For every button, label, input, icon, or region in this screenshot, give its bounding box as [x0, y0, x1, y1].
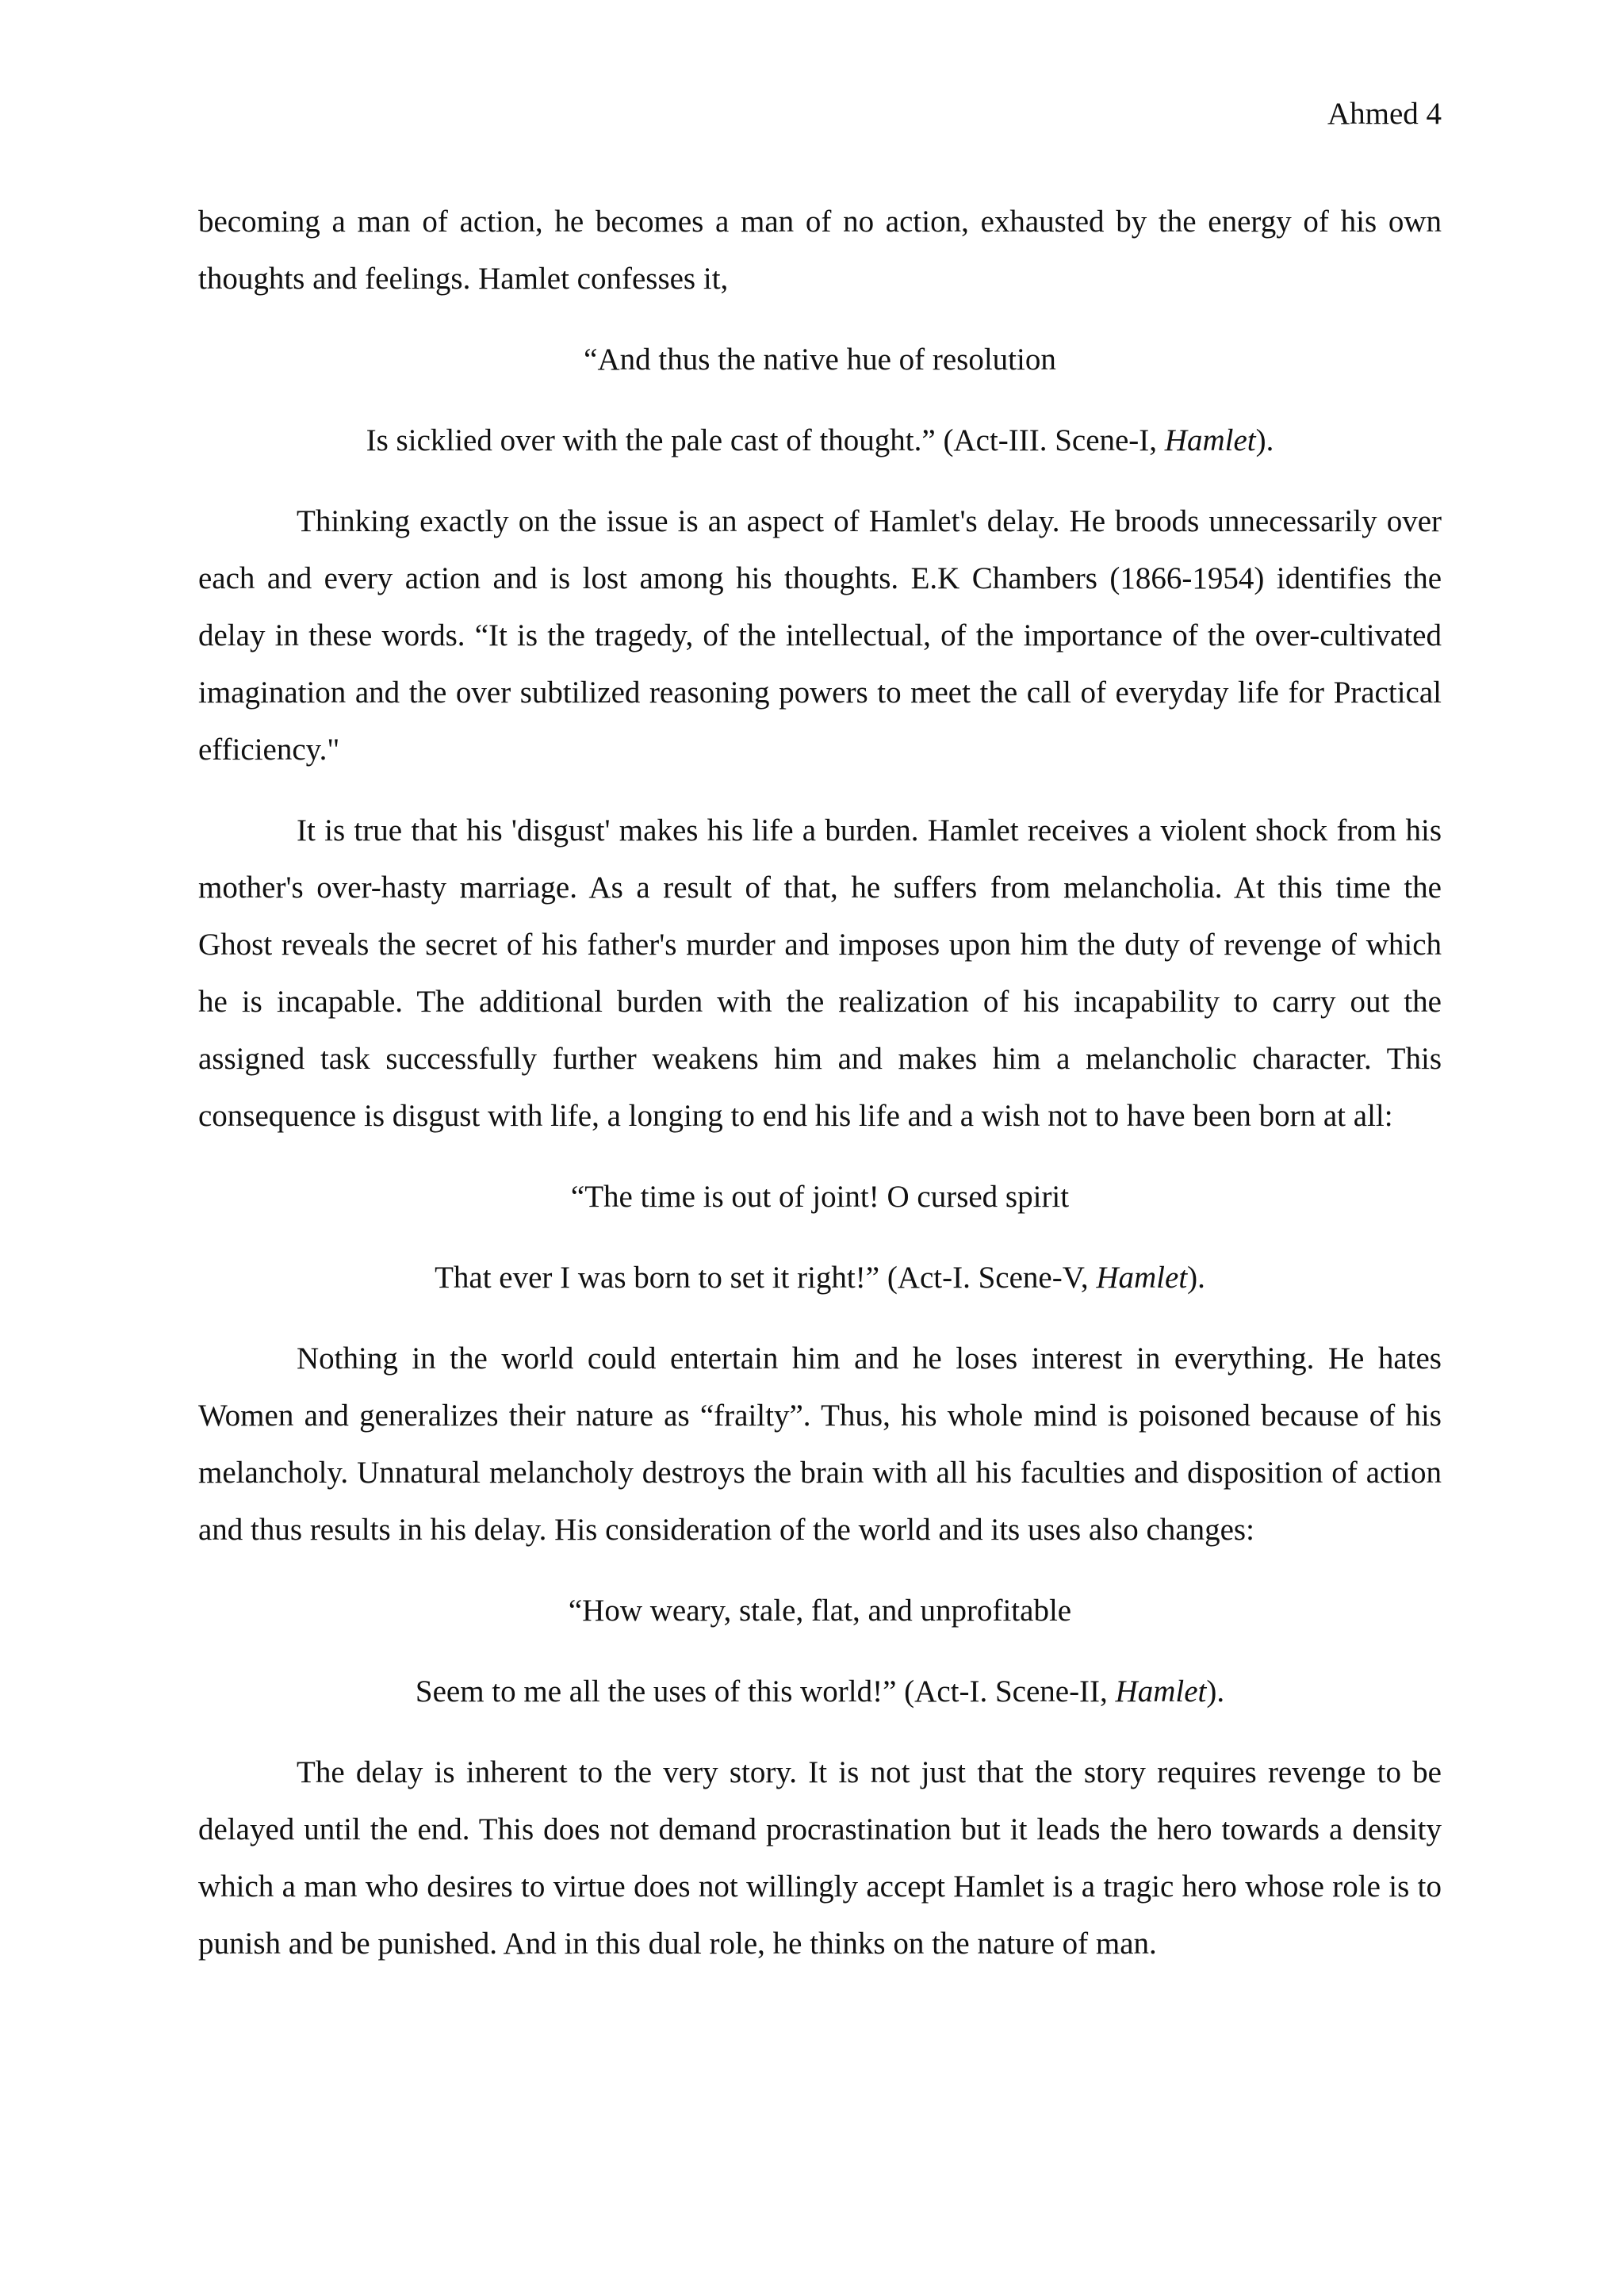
quote-1-citation-end: ). [1255, 423, 1274, 457]
paragraph-4: Nothing in the world could entertain him and he loses interest in everything. He hates Women and generalizes their nature as “frailty”. Thus, his whole mind is poisoned because of his melancholy. Unnatural melancholy destroys the brain with all his faculties and disposition of action and thus results in his delay. His consideration of the world and its uses also changes: [198, 1341, 1442, 1547]
quote-3-citation-text: Seem to me all the uses of this world!” (Act-I. Scene-II, [415, 1674, 1116, 1709]
quote-3-work-title: Hamlet [1115, 1674, 1207, 1709]
block-quote-1 [198, 331, 1442, 469]
quote-1-citation-text: Is sicklied over with the pale cast of thought.” (Act-III. Scene-I, [366, 423, 1165, 457]
quote-3-line-2 [198, 1663, 1442, 1720]
paragraph-3: It is true that his 'disgust' makes his life a burden. Hamlet receives a violent shock from his mother's over-hasty marriage. As a result of that, he suffers from melancholia. At this time the Ghost reveals the secret of his father's murder and imposes upon him the duty of revenge of which he is incapable. The additional burden with the realization of his incapability to carry out the assigned task successfully further weakens him and makes him a melancholic character. This consequence is disgust with life, a longing to end his life and a wish not to have been born at all: [198, 813, 1442, 1133]
quote-3-citation-end: ). [1206, 1674, 1225, 1709]
quote-2-work-title: Hamlet [1096, 1261, 1188, 1295]
block-quote-3 [198, 1582, 1442, 1720]
paragraph-5: The delay is inherent to the very story. It is not just that the story requires revenge to be delayed until the end. This does not demand procrastination but it leads the hero towards a density which a man who desires to virtue does not willingly accept Hamlet is a tragic hero whose role is to punish and be punished. And in this dual role, he thinks on the nature of man. [198, 1755, 1442, 1961]
paragraph-1: becoming a man of action, he becomes a man of no action, exhausted by the energy of his own thoughts and feelings. Hamlet confesses it, [198, 205, 1442, 296]
quote-3-line-1: “How weary, stale, flat, and unprofitable [568, 1594, 1072, 1628]
block-quote-2 [198, 1169, 1442, 1307]
quote-1-line-2 [198, 412, 1442, 469]
quote-2-line-2 [198, 1249, 1442, 1307]
quote-2-citation-end: ). [1187, 1261, 1205, 1295]
quote-2-citation-text: That ever I was born to set it right!” (Act-I. Scene-V, [435, 1261, 1097, 1295]
running-head: Ahmed 4 [1327, 97, 1442, 131]
quote-1-line-1: “And thus the native hue of resolution [584, 342, 1056, 377]
paragraph-2: Thinking exactly on the issue is an aspect of Hamlet's delay. He broods unnecessarily over each and every action and is lost among his thoughts. E.K Chambers (1866-1954) identifies the delay in these words. “It is the tragedy, of the intellectual, of the importance of the over-cultivated imagination and the over subtilized reasoning powers to meet the call of everyday life for Practical efficiency." [198, 504, 1442, 767]
body-text [198, 193, 1442, 1996]
quote-2-line-1: “The time is out of joint! O cursed spirit [570, 1180, 1070, 1214]
quote-1-work-title: Hamlet [1164, 423, 1256, 457]
